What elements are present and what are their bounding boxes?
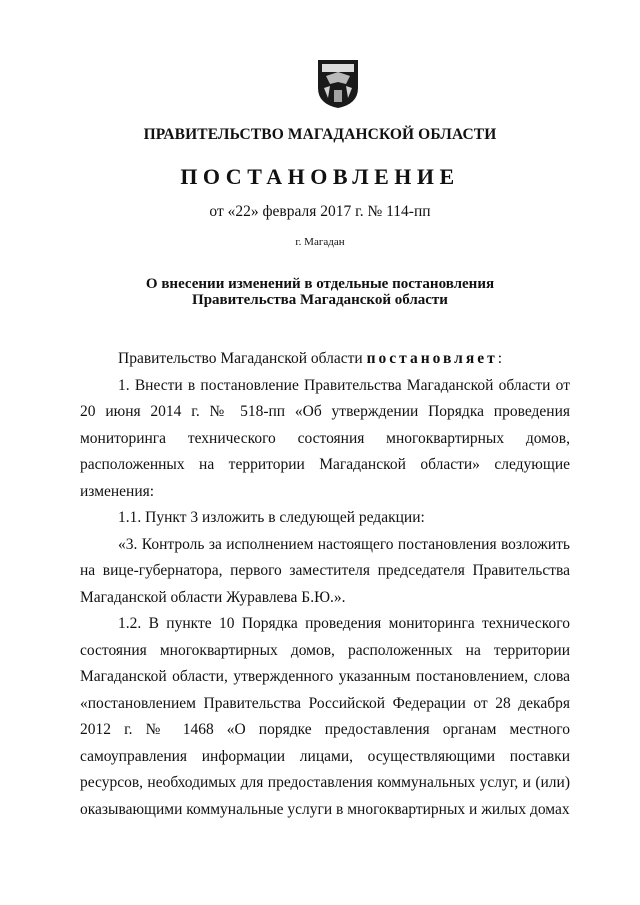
- intro-verb: постановляет: [366, 350, 498, 367]
- document-type: ПОСТАНОВЛЕНИЕ: [180, 164, 460, 189]
- intro-paragraph: [80, 346, 570, 373]
- document-body: [80, 346, 570, 823]
- document-city: г. Магадан: [295, 236, 345, 248]
- paragraph-1-1-quote: «3. Контроль за исполнением настоящего постановления возложить на вице-губернатора, первого заместителя председателя Правительства Магаданской области Журавлева Б.Ю.».: [80, 535, 570, 606]
- intro-prefix: Правительство Магаданской области: [118, 350, 367, 367]
- paragraph-1: 1. Внести в постановление Правительства Магаданской области от 20 июня 2014 г. № 518-пп «Об утверждении Порядка проведения мониторинга технического состояния многоквартирных домов, расположенных на территории Магаданской области» следующие изменения:: [80, 376, 570, 500]
- intro-suffix: :: [497, 350, 503, 367]
- subject-line-2: Правительства Магаданской области: [192, 292, 448, 308]
- subject-line-1: О внесении изменений в отдельные постановления: [145, 276, 495, 292]
- document-subject: [0, 276, 640, 308]
- paragraph-1-1: 1.1. Пункт 3 изложить в следующей редакции:: [118, 509, 425, 526]
- paragraph-1-2: 1.2. В пункте 10 Порядка проведения мониторинга технического состояния многоквартирных домов, расположенных на территории Магаданской области, утвержденного указанным постановлением, слова «постановлением Правительства Российской Федерации от 28 декабря 2012 г. № 1468 «О порядке предоставления органам местного самоуправления информации лицами, осуществляющими поставки ресурсов, необходимых для предоставления коммунальных услуг, и (или) оказывающими коммунальные услуги в многоквартирных и жилых домах: [80, 615, 570, 818]
- document-date-number: от «22» февраля 2017 г. № 114-пп: [209, 203, 431, 220]
- government-title: ПРАВИТЕЛЬСТВО МАГАДАНСКОЙ ОБЛАСТИ: [143, 126, 497, 143]
- magadan-coat-of-arms-icon: [316, 58, 360, 110]
